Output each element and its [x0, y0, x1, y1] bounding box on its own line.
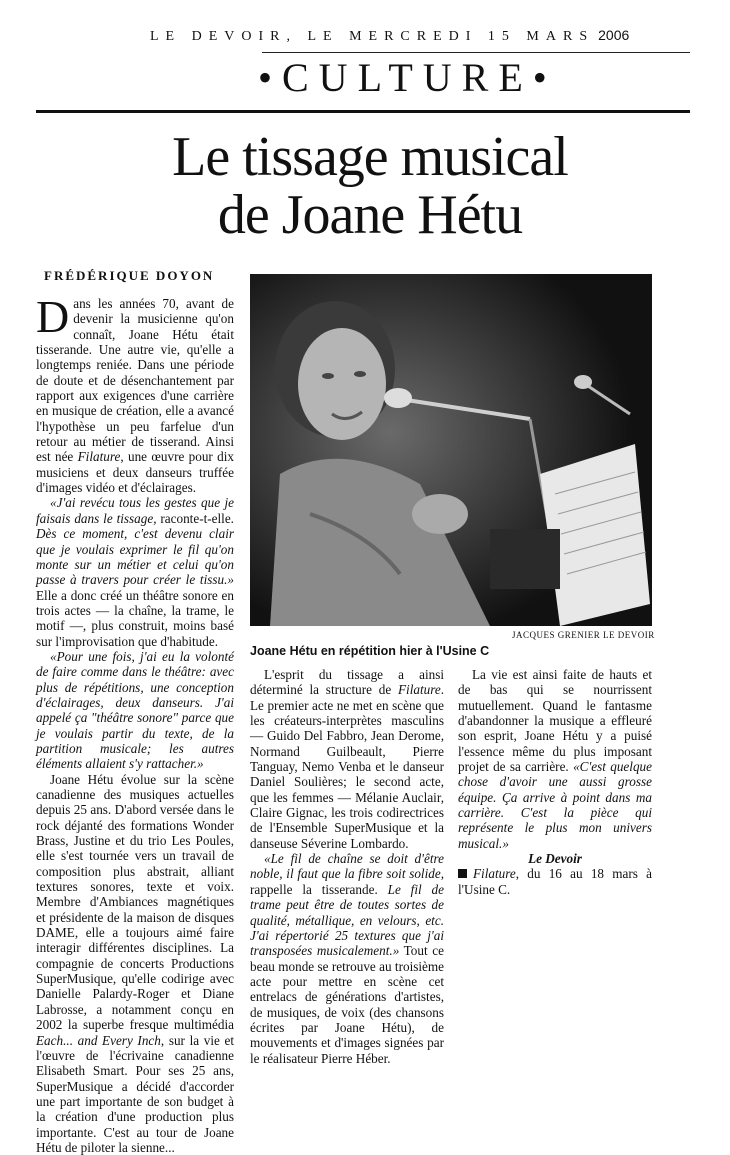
photo-caption: Joane Hétu en répétition hier à l'Usine C	[250, 644, 490, 658]
article-column-1	[36, 291, 234, 1155]
headline-line-1: Le tissage musical	[172, 126, 568, 188]
photo-credit: JACQUES GRENIER LE DEVOIR	[512, 630, 655, 640]
masthead-year: 2006	[598, 27, 630, 43]
headline	[110, 128, 630, 244]
article-column-3	[458, 667, 652, 897]
event-note: Filature, du 16 au 18 mars à l'Usine C.	[458, 866, 652, 897]
drop-cap: D	[36, 291, 70, 342]
paragraph-4: Joane Hétu évolue sur la scène canadienne des musiques actuelles depuis 25 ans. D'abord versée dans le rock déjanté des formations Wonder Brass, Justine et du trio Les Poules, elle s'est tournée vers un travail de composition plus abstrait, alliant textures sonores, texte et voix. Membre d'Ambiances magnétiques et présidente de la maison de disques DAME, elle a toujours aimé faire interagir différentes disciplines. La compagnie de concerts Productions SuperMusique, qu'elle codirige avec Danielle Palardy-Roger et Diane Labrosse, a notamment conçu en 2002 la superbe fresque multimédia Each... and Every Inch, sur la vie et l'œuvre de l'écrivaine canadienne Elisabeth Smart. Pour ses 25 ans, SuperMusique a décidé d'accorder une part importante de son budget à la création d'une production plus importante. C'est au tour de Joane Hétu de piloter la sienne...	[36, 771, 234, 1155]
byline: FRÉDÉRIQUE DOYON	[44, 268, 215, 283]
paragraph-7: La vie est ainsi faite de hauts et de bas qui se nourrissent mutuellement. Quand le fantasme d'abandonner la musique a effleuré son esprit, Joane Hétu y a puisé l'essence même du plus imposant projet de sa carrière. «C'est quelque chose d'avoir une aussi grosse équipe. Ça arrive à point dans ma carrière. C'est la pièce qui représente le plus mon univers musical.»	[458, 667, 652, 851]
masthead	[150, 27, 690, 47]
paragraph-2: «J'ai revécu tous les gestes que je faisais dans le tissage, raconte-t-elle. Dès ce moment, c'est devenu clair que je voulais exprimer le fil qu'on monte sur un métier et celui qu'on passe à travers pour créer le tissu.» Elle a donc créé un théâtre sonore en trois actes — la chaîne, la trame, le motif —, plus construit, moins basé sur l'improvisation que d'habitude.	[36, 495, 234, 649]
paragraph-1: Dans les années 70, avant de devenir la musicienne qu'on connaît, Joane Hétu était tisserande. Une autre vie, qu'elle a longtemps reniée. Dans une période de doute et de désenchantement par rapport aux exigences d'une carrière en musique de création, elle a avancé l'hypothèse un peu farfelue d'un retour au métier de tisserand. Ainsi est née Filature, une œuvre pour dix musiciens et deux danseurs truffée d'images vidéo et d'éclairages.	[36, 291, 234, 496]
headline-line-2: de Joane Hétu	[217, 184, 523, 246]
section-rule	[36, 110, 690, 113]
signature: Le Devoir	[528, 851, 582, 867]
photo-illustration	[250, 274, 652, 626]
masthead-date: LE DEVOIR, LE MERCREDI 15 MARS	[150, 29, 595, 44]
section-title: •CULTURE•	[258, 55, 557, 100]
paragraph-5: L'esprit du tissage a ainsi déterminé la structure de Filature. Le premier acte ne met en scène que les créateurs-interprètes masculins — Guido Del Fabbro, Jean Derome, Normand Guilbeault, Pierre Tanguay, Nemo Venba et le danseur Daniel Soulières; le second acte, que les femmes — Mélanie Auclair, Claire Gignac, les trois codirectrices de l'Ensemble SuperMusique et la danseuse Séverine Lombardo.	[250, 667, 444, 851]
article-column-2	[250, 667, 444, 1066]
bullet-square-icon	[458, 869, 467, 878]
masthead-rule	[262, 52, 690, 53]
paragraph-6: «Le fil de chaîne se doit d'être noble, il faut que la fibre soit solide, rappelle la tisserande. Le fil de trame peut être de toutes sortes de qualité, métallique, en velours, etc. J'ai répertorié 25 textures que j'ai transposées musicalement.» Tout ce beau monde se retrouve au troisième acte pour mettre en scène cet entrelacs de générations d'artistes, de musiques, de voix (des chansons écrites par Joane Hétu), de mouvements et d'images signées par le réalisateur Pierre Héber.	[250, 851, 444, 1066]
article-photo	[250, 274, 652, 626]
paragraph-3: «Pour une fois, j'ai eu la volonté de faire comme dans le théâtre: avec plus de répétitions, une conception d'éclairages, deux danseurs. J'ai appelé ça "théâtre sonore" parce que je voulais partir du texte, de la partition musicale; les autres éléments allaient s'y rattacher.»	[36, 648, 234, 772]
